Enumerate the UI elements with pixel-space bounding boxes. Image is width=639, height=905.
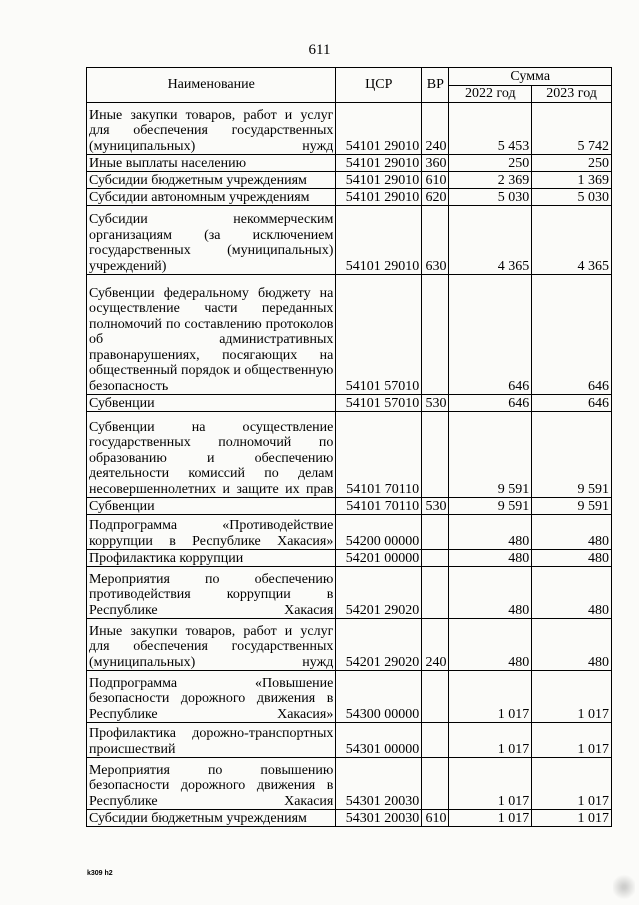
scan-artifact [613, 873, 635, 901]
row-vr [422, 515, 449, 550]
row-csr: 54101 29010 [336, 189, 422, 206]
row-csr: 54301 00000 [336, 723, 422, 758]
row-name: Субсидии некоммерческим организациям (за исключением государственных (муниципальных) учреждений) [87, 206, 336, 275]
row-name: Субвенции федеральному бюджету на осуществление части переданных полномочий по составлению протоколов об административных правонарушениях, посягающих на общественный порядок и общественную безопасность [87, 275, 336, 395]
row-value-2022: 646 [449, 275, 532, 395]
header-vr: ВР [422, 68, 449, 103]
row-vr: 360 [422, 155, 449, 172]
row-vr [422, 723, 449, 758]
table-row [87, 550, 612, 567]
row-value-2023: 4 365 [532, 206, 612, 275]
table-row [87, 498, 612, 515]
row-csr: 54200 00000 [336, 515, 422, 550]
table-row [87, 723, 612, 758]
row-vr: 240 [422, 103, 449, 155]
row-name: Субвенции на осуществление государственных полномочий по образованию и обеспечению деятельности комиссий по делам несовершеннолетних и защите их прав [87, 412, 336, 498]
row-vr: 610 [422, 810, 449, 827]
row-value-2023: 5 030 [532, 189, 612, 206]
row-csr: 54101 29010 [336, 155, 422, 172]
row-vr [422, 758, 449, 810]
row-csr: 54300 00000 [336, 671, 422, 723]
row-value-2023: 480 [532, 619, 612, 671]
row-value-2023: 250 [532, 155, 612, 172]
row-vr [422, 275, 449, 395]
row-name: Субвенции [87, 498, 336, 515]
row-name: Субсидии автономным учреждениям [87, 189, 336, 206]
row-value-2022: 1 017 [449, 671, 532, 723]
row-value-2022: 480 [449, 567, 532, 619]
row-value-2023: 480 [532, 515, 612, 550]
table-row [87, 155, 612, 172]
row-csr: 54101 29010 [336, 172, 422, 189]
table-row [87, 172, 612, 189]
table-row [87, 103, 612, 155]
row-vr [422, 412, 449, 498]
row-csr: 54101 57010 [336, 275, 422, 395]
row-vr: 610 [422, 172, 449, 189]
row-value-2022: 250 [449, 155, 532, 172]
row-name: Субсидии бюджетным учреждениям [87, 810, 336, 827]
row-value-2022: 9 591 [449, 412, 532, 498]
row-csr: 54101 29010 [336, 103, 422, 155]
row-name: Иные выплаты населению [87, 155, 336, 172]
row-value-2022: 646 [449, 395, 532, 412]
row-name: Подпрограмма «Противодействие коррупции в Республике Хакасия» [87, 515, 336, 550]
table-row [87, 758, 612, 810]
row-csr: 54101 70110 [336, 498, 422, 515]
row-vr: 530 [422, 395, 449, 412]
row-name: Субсидии бюджетным учреждениям [87, 172, 336, 189]
table-row [87, 567, 612, 619]
row-csr: 54101 70110 [336, 412, 422, 498]
footer-code: k309 h2 [87, 870, 113, 877]
row-vr [422, 550, 449, 567]
table-row [87, 275, 612, 395]
row-csr: 54101 57010 [336, 395, 422, 412]
header-year-2023: 2023 год [532, 86, 612, 103]
page-number: 611 [308, 42, 331, 58]
row-vr: 530 [422, 498, 449, 515]
header-year-2022: 2022 год [449, 86, 532, 103]
row-vr [422, 567, 449, 619]
row-value-2023: 646 [532, 395, 612, 412]
table-row [87, 619, 612, 671]
row-csr: 54101 29010 [336, 206, 422, 275]
row-value-2023: 9 591 [532, 412, 612, 498]
row-value-2023: 9 591 [532, 498, 612, 515]
row-csr: 54201 29020 [336, 619, 422, 671]
row-name: Мероприятия по повышению безопасности дорожного движения в Республике Хакасия [87, 758, 336, 810]
row-value-2022: 5 030 [449, 189, 532, 206]
row-value-2023: 1 369 [532, 172, 612, 189]
row-value-2022: 480 [449, 515, 532, 550]
row-value-2023: 1 017 [532, 723, 612, 758]
row-value-2022: 4 365 [449, 206, 532, 275]
row-value-2022: 1 017 [449, 758, 532, 810]
row-vr: 620 [422, 189, 449, 206]
row-vr [422, 671, 449, 723]
row-value-2023: 1 017 [532, 810, 612, 827]
header-name: Наименование [87, 68, 336, 103]
row-value-2023: 1 017 [532, 758, 612, 810]
row-value-2023: 646 [532, 275, 612, 395]
row-name: Иные закупки товаров, работ и услуг для обеспечения государственных (муниципальных) нужд [87, 103, 336, 155]
row-csr: 54301 20030 [336, 758, 422, 810]
header-csr: ЦСР [336, 68, 422, 103]
row-name: Профилактика дорожно-транспортных происшествий [87, 723, 336, 758]
row-vr: 240 [422, 619, 449, 671]
table-row [87, 412, 612, 498]
row-value-2022: 5 453 [449, 103, 532, 155]
row-value-2022: 2 369 [449, 172, 532, 189]
row-value-2022: 1 017 [449, 810, 532, 827]
table-row [87, 206, 612, 275]
row-name: Подпрограмма «Повышение безопасности дорожного движения в Республике Хакасия» [87, 671, 336, 723]
row-name: Субвенции [87, 395, 336, 412]
row-csr: 54201 29020 [336, 567, 422, 619]
row-value-2022: 480 [449, 550, 532, 567]
row-name: Иные закупки товаров, работ и услуг для обеспечения государственных (муниципальных) нужд [87, 619, 336, 671]
row-value-2022: 480 [449, 619, 532, 671]
row-value-2022: 9 591 [449, 498, 532, 515]
row-csr: 54301 20030 [336, 810, 422, 827]
table-row [87, 515, 612, 550]
header-sum: Сумма [449, 68, 612, 86]
table-row [87, 395, 612, 412]
row-value-2023: 480 [532, 550, 612, 567]
row-value-2023: 480 [532, 567, 612, 619]
table-row [87, 189, 612, 206]
table-row [87, 671, 612, 723]
row-csr: 54201 00000 [336, 550, 422, 567]
row-vr: 630 [422, 206, 449, 275]
table-row [87, 810, 612, 827]
row-value-2023: 5 742 [532, 103, 612, 155]
row-value-2022: 1 017 [449, 723, 532, 758]
row-name: Профилактика коррупции [87, 550, 336, 567]
budget-table [86, 67, 612, 827]
row-value-2023: 1 017 [532, 671, 612, 723]
row-name: Мероприятия по обеспечению противодействия коррупции в Республике Хакасия [87, 567, 336, 619]
